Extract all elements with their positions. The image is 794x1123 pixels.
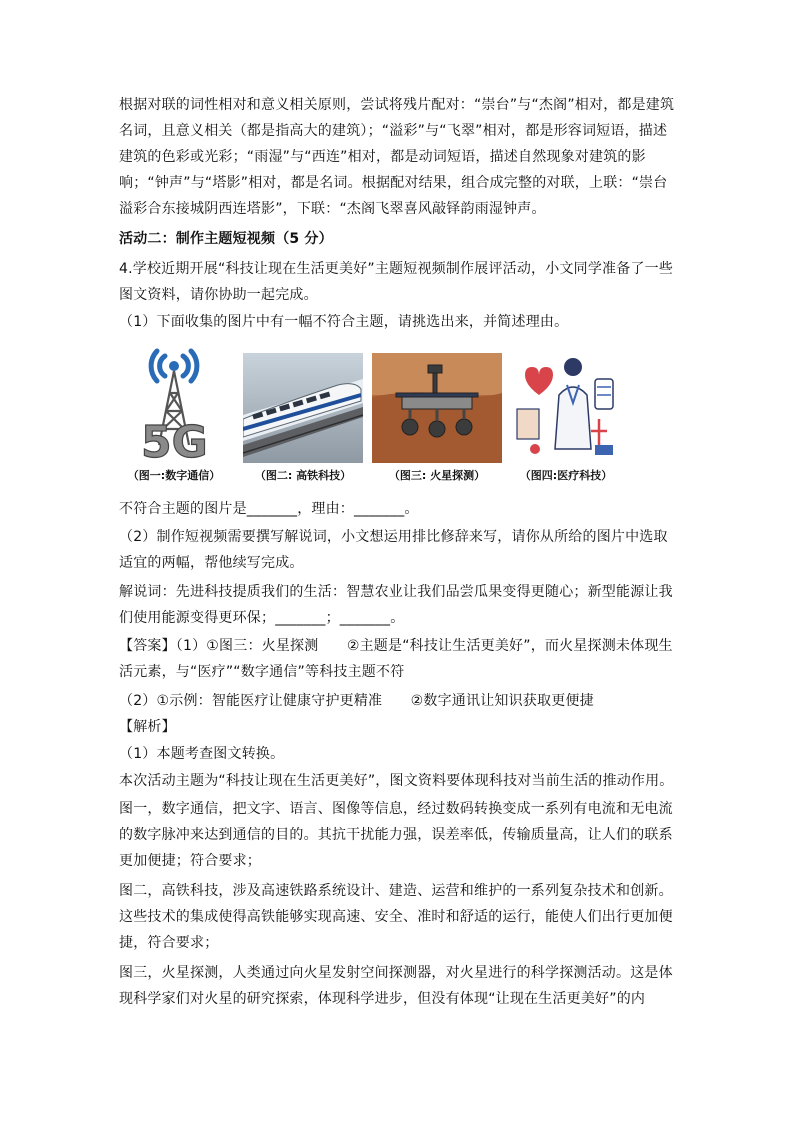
- figure-digital-communication: [119, 345, 229, 490]
- medical-icon: [511, 345, 621, 463]
- figure-caption: （图二: 高铁科技）: [254, 469, 352, 482]
- svg-text:5G: 5G: [141, 417, 208, 463]
- narration-text: 解说词：先进科技提质我们的生活：智慧农业让我们品尝瓜果变得更随心；新型能源让我们使用能源变得更环保；_______；_______。: [119, 584, 673, 626]
- 5g-tower-icon: [119, 345, 229, 463]
- answer-part-1: 【答案】（1）①图三：火星探测 ②主题是“科技让生活更美好”，而火星探测未体现生活元素，与“医疗”“数字通信”等科技主题不符: [119, 638, 673, 680]
- paragraph-couplet-analysis: 根据对联的词性相对和意义相关原则，尝试将残片配对：“崇台”与“杰阁”相对，都是建筑名词，且意义相关（都是指高大的建筑）；“溢彩”与“飞翠”相对，都是形容词短语，描述建筑的色彩或光彩；“雨湿”与“西连”相对，都是动词短语，描述自然现象对建筑的影响；“钟声”与“塔影”相对，都是名词。根据配对结果，组合成完整的对联，上联：“崇台溢彩合东接城阴西连塔影”，下联：“杰阁飞翠喜风敲铎韵雨湿钟声。: [119, 97, 675, 217]
- train-icon: [243, 345, 363, 463]
- figure-high-speed-rail: [243, 345, 363, 490]
- figure-row: [119, 345, 679, 490]
- question-4: 4.学校近期开展“科技让现在生活更美好”主题短视频制作展评活动，小文同学准备了一些图文资料，请你协助一起完成。: [119, 261, 674, 303]
- question-4-part-1: （1）下面收集的图片中有一幅不符合主题，请挑选出来，并简述理由。: [119, 314, 569, 330]
- mars-rover-icon: [372, 345, 502, 463]
- figure-mars-exploration: [372, 345, 502, 490]
- analysis-part-1: （1）本题考查图文转换。: [119, 746, 285, 762]
- figure-caption: （图三: 火星探测）: [388, 469, 486, 482]
- analysis-theme: 本次活动主题为“科技让现在生活更美好”，图文资料要体现科技对当前生活的推动作用。: [119, 773, 674, 789]
- analysis-figure-1: 图一，数字通信，把文字、语言、图像等信息，经过数码转换变成一系列有电流和无电流的数字脉冲来达到通信的目的。其抗干扰能力强，误差率低，传输质量高，让人们的联系更加便捷；符合要求；: [119, 801, 673, 869]
- figure-caption: （图一:数字通信）: [127, 469, 221, 482]
- activity-two-heading: 活动二：制作主题短视频（5 分）: [119, 231, 333, 247]
- answer-blank-line: 不符合主题的图片是_______，理由：_______。: [119, 501, 419, 517]
- answer-part-2: （2）①示例：智能医疗让健康守护更精准 ②数字通讯让知识获取更便捷: [119, 693, 594, 709]
- analysis-figure-2: 图二，高铁科技，涉及高速铁路系统设计、建造、运营和维护的一系列复杂技术和创新。这些技术的集成使得高铁能够实现高速、安全、准时和舒适的运行，能使人们出行更加便捷，符合要求；: [119, 883, 673, 951]
- analysis-figure-3: 图三，火星探测，人类通过向火星发射空间探测器，对火星进行的科学探测活动。这是体现科学家们对火星的研究探索，体现科学进步，但没有体现“让现在生活更美好”的内: [119, 965, 673, 1007]
- question-4-part-2: （2）制作短视频需要撰写解说词，小文想运用排比修辞来写，请你从所给的图片中选取适宜的两幅，帮他续写完成。: [119, 529, 668, 571]
- analysis-title: 【解析】: [119, 719, 176, 735]
- figure-medical-technology: [511, 345, 621, 490]
- figure-caption: （图四:医疗科技）: [519, 469, 613, 482]
